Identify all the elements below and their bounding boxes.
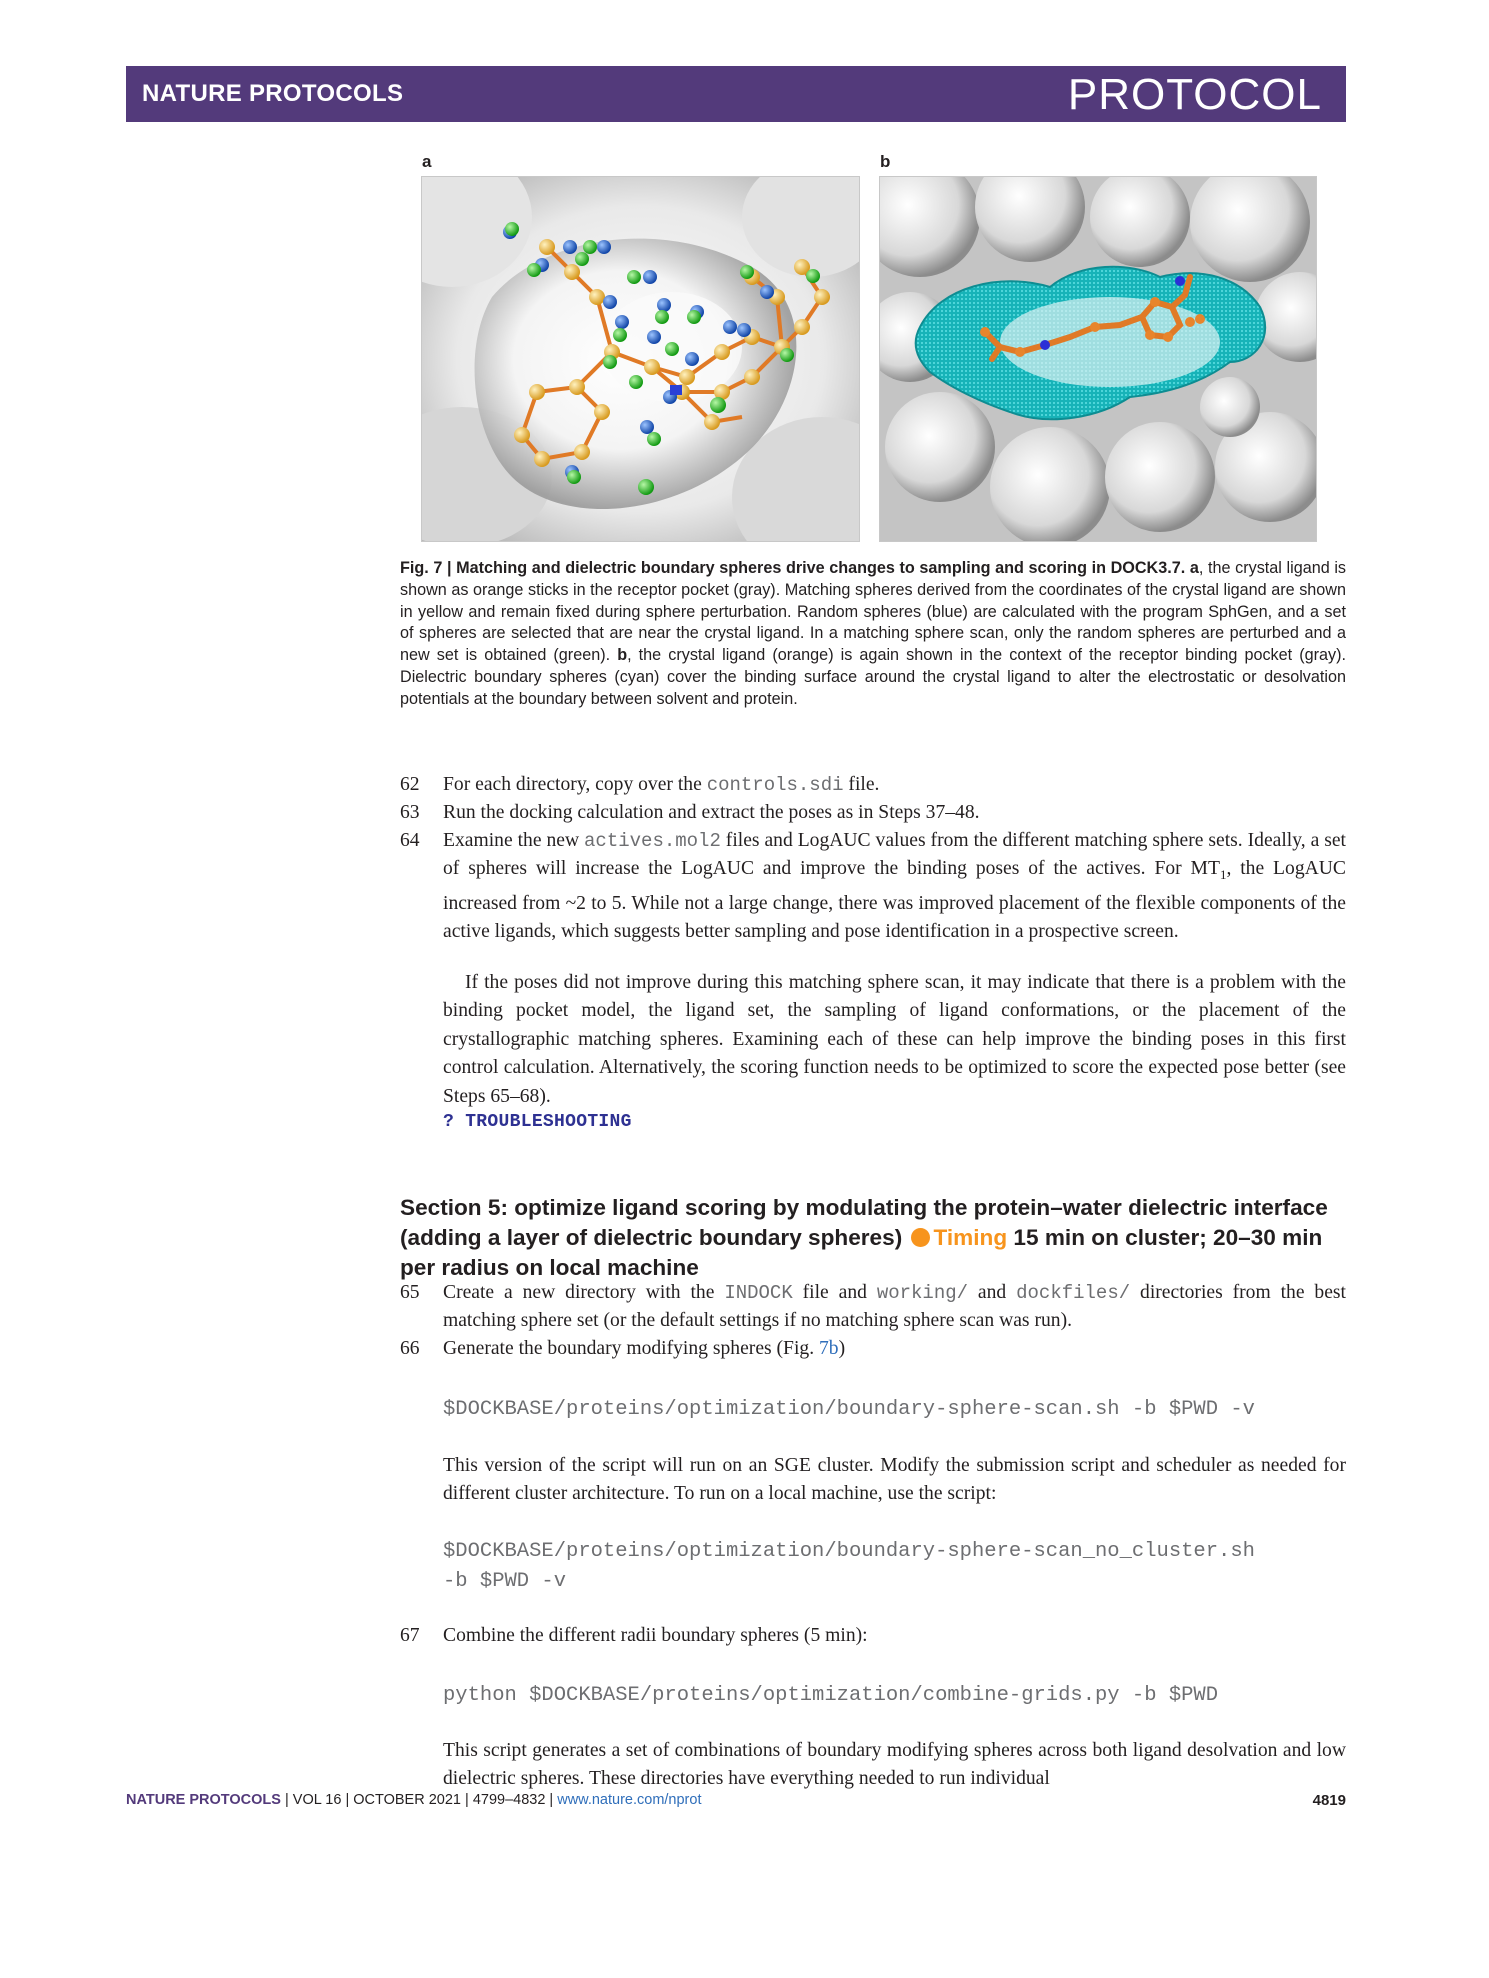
figure-caption	[400, 558, 1346, 711]
panel-a-label: a	[422, 152, 432, 171]
step-text: Run the docking calculation and extract the poses as in Steps 37–48.	[443, 802, 980, 823]
panel-b-label: b	[880, 152, 891, 171]
step-text: Combine the different radii boundary spheres (5 min):	[443, 1625, 868, 1646]
step-text: Create a new directory with the	[443, 1282, 725, 1303]
caption-b-label: b	[617, 646, 628, 665]
caption-b-text: , the crystal ligand (orange) is again shown in the context of the receptor binding pocket (gray). Dielectric boundary spheres (cyan) cover the binding surface around the crystal ligand to alter the electrostatic or desolvation potentials at the boundary between solvent and protein.	[400, 646, 1347, 708]
step-text: Generate the boundary modifying spheres (Fig.	[443, 1338, 819, 1359]
step-number: 65	[400, 1282, 420, 1303]
journal-header-bar	[126, 66, 1346, 122]
step-text: , the LogAUC increased from ~2 to 5. While not a large change, there was improved placement of the flexible components of the active ligands, which suggests better sampling and pose identification in a prospective screen.	[443, 858, 1346, 943]
step-text: )	[838, 1338, 846, 1359]
inline-code: working/	[876, 1282, 969, 1304]
timing-text: 15 min on cluster; 20–30 min per radius on local machine	[400, 1225, 1323, 1280]
step-65	[400, 1279, 1346, 1336]
caption-a-label: a	[1189, 559, 1199, 577]
step-text: and	[968, 1282, 1017, 1303]
footer-volume: VOL 16	[292, 1792, 342, 1808]
inline-code: actives.mol2	[584, 830, 721, 852]
step-number: 63	[400, 802, 420, 823]
journal-name: NATURE PROTOCOLS	[142, 80, 404, 107]
step-62	[400, 771, 1346, 799]
step-66	[400, 1335, 1346, 1363]
footer-date: OCTOBER 2021	[353, 1792, 461, 1808]
step-number: 67	[400, 1625, 420, 1646]
step-67-paragraph: This script generates a set of combinations of boundary modifying spheres across both ligand desolvation and low dielectric spheres. These directories have everything needed to run individual	[443, 1740, 1346, 1790]
figure-panel-b	[879, 176, 1317, 542]
footer-journal: NATURE PROTOCOLS	[126, 1792, 281, 1808]
inline-code: INDOCK	[724, 1282, 793, 1304]
timing-dot-icon	[911, 1228, 930, 1247]
step-text: files and LogAUC values from the different matching sphere sets. Ideally, a set of spheres will increase the LogAUC and improve the binding poses of the actives. For MT	[443, 830, 1346, 880]
inline-code: controls.sdi	[706, 774, 844, 796]
footer-url-link[interactable]: www.nature.com/nprot	[557, 1792, 702, 1808]
step-number: 62	[400, 774, 420, 795]
step-64-paragraph-2: If the poses did not improve during this matching sphere scan, it may indicate that there is a problem with the binding pocket model, the ligand set, the sampling of ligand conformations, or the placement of the crystallographic matching spheres. Examining each of these can help improve the binding poses in this first control calculation. Alternatively, the scoring function needs to be optimized to score the expected pose better (see Steps 65–68).	[443, 972, 1346, 1107]
caption-a-text: , the crystal ligand is shown as orange sticks in the receptor pocket (gray). Matching spheres derived from the coordinates of the crystal ligand are shown in yellow and remain fixed during sphere perturbation. Random spheres (blue) are calculated with the program SphGen, and a set of spheres are selected that are near the crystal ligand. In a matching sphere scan, only the random spheres are perturbed and a new set is obtained (green).	[400, 559, 1347, 665]
step-63	[400, 799, 1346, 827]
step-66-paragraph: This version of the script will run on an SGE cluster. Modify the submission script and scheduler as needed for different cluster architecture. To run on a local machine, use the script:	[443, 1455, 1346, 1505]
figure-reference-link[interactable]: 7b	[819, 1338, 839, 1359]
subscript: 1	[1219, 867, 1227, 883]
step-number: 64	[400, 830, 420, 851]
figure-panel-a	[421, 176, 860, 542]
step-67	[400, 1622, 1346, 1650]
code-block-2-line-1: $DOCKBASE/proteins/optimization/boundary-sphere-scan_no_cluster.sh	[443, 1540, 1255, 1563]
section-5-heading	[400, 1193, 1346, 1283]
panel-b-render	[880, 177, 1316, 541]
panel-a-render	[422, 177, 859, 541]
page-footer: NATURE PROTOCOLS | VOL 16 | OCTOBER 2021 | 4799–4832 | www.nature.com/nprot	[126, 1792, 702, 1808]
footer-pages: 4799–4832	[472, 1792, 546, 1808]
page-number: 4819	[1312, 1792, 1346, 1809]
caption-lead: Fig. 7 | Matching and dielectric boundary spheres drive changes to sampling and scoring in DOCK3.7.	[400, 559, 1186, 577]
code-block-1: $DOCKBASE/proteins/optimization/boundary-sphere-scan.sh -b $PWD -v	[443, 1398, 1255, 1421]
step-64	[400, 827, 1346, 947]
step-text: For each directory, copy over the	[443, 774, 707, 795]
step-text: Examine the new	[443, 830, 585, 851]
step-text: directories from the best matching sphere set (or the default settings if no matching sphere scan was run).	[443, 1282, 1346, 1332]
article-type: PROTOCOL	[1067, 70, 1322, 119]
step-text: file.	[843, 774, 880, 795]
troubleshooting-link[interactable]: ? TROUBLESHOOTING	[443, 1112, 632, 1132]
code-block-2-line-2: -b $PWD -v	[443, 1570, 567, 1593]
step-number: 66	[400, 1338, 420, 1359]
timing-label: Timing	[933, 1225, 1008, 1250]
step-text: file and	[792, 1282, 877, 1303]
code-block-3: python $DOCKBASE/proteins/optimization/combine-grids.py -b $PWD	[443, 1684, 1219, 1707]
section-title: Section 5: optimize ligand scoring by modulating the protein–water dielectric interface (adding a layer of dielectric boundary spheres)	[400, 1195, 1328, 1250]
inline-code: dockfiles/	[1016, 1282, 1131, 1304]
